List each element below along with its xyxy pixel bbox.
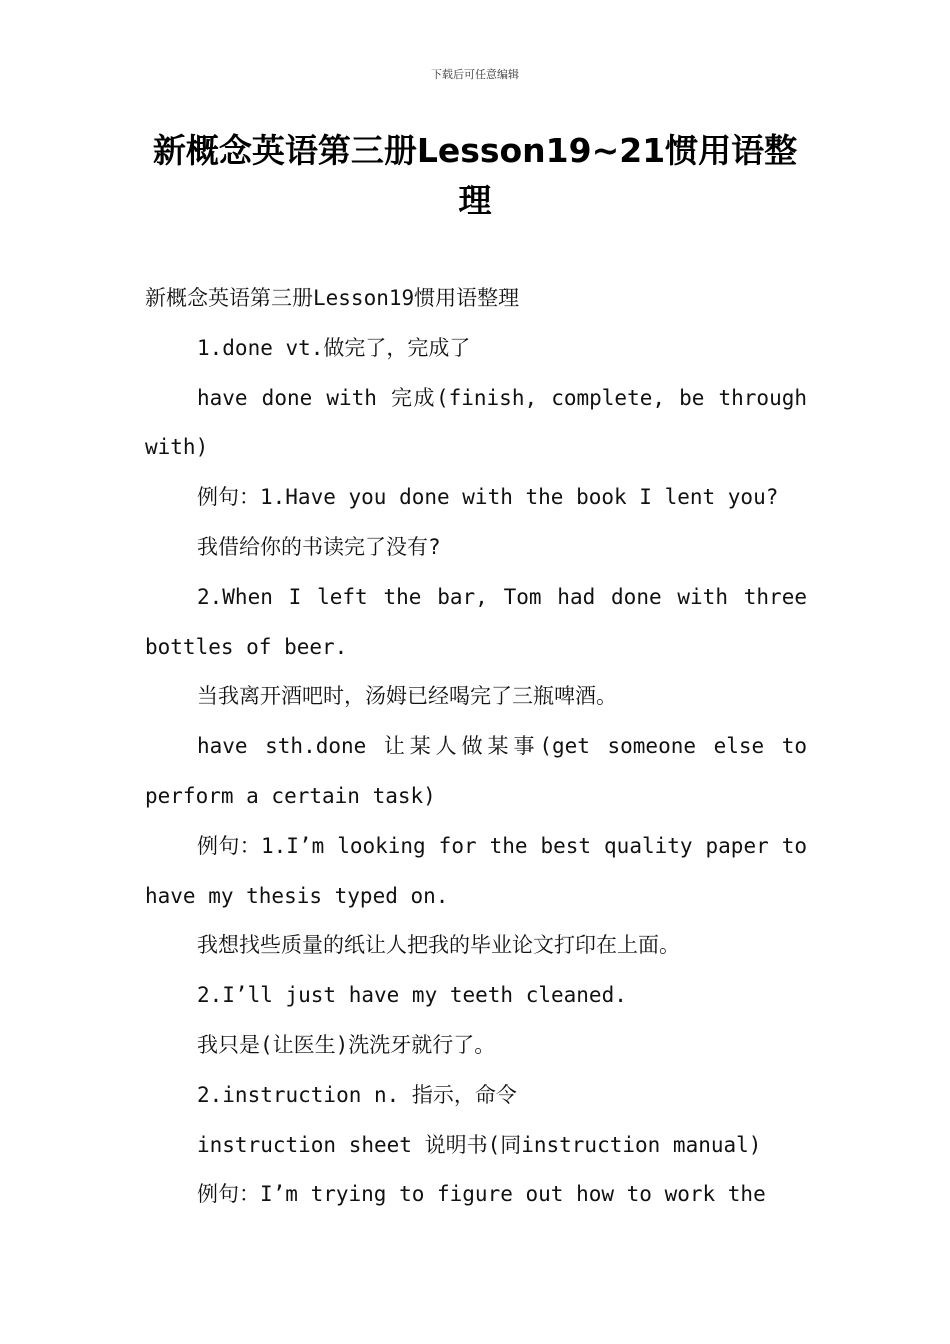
example-translation: 我想找些质量的纸让人把我的毕业论文打印在上面。 bbox=[197, 933, 680, 958]
example-sentence: 例句：1.Have you done with the book I lent you? bbox=[197, 485, 779, 510]
example-sentence: 2.When I left the bar, Tom had done with three bottles of beer. bbox=[145, 584, 807, 659]
example-translation: 当我离开酒吧时，汤姆已经喝完了三瓶啤酒。 bbox=[197, 684, 617, 709]
header-note: 下载后可任意编辑 bbox=[431, 68, 519, 81]
example-sentence: 2.I’ll just have my teeth cleaned. bbox=[197, 983, 627, 1008]
phrase-definition: have sth.done 让某人做某事(get someone else to perform a certain task) bbox=[145, 734, 807, 808]
vocab-entry: 1.done vt.做完了，完成了 bbox=[197, 335, 471, 360]
phrase-definition: instruction sheet 说明书(同instruction manual) bbox=[197, 1132, 762, 1157]
example-translation: 我只是(让医生)洗洗牙就行了。 bbox=[197, 1032, 496, 1057]
example-translation: 我借给你的书读完了没有? bbox=[197, 534, 441, 559]
section-heading: 新概念英语第三册Lesson19惯用语整理 bbox=[145, 286, 520, 310]
example-sentence: 例句：1.I’m looking for the best quality paper to have my thesis typed on. bbox=[145, 833, 807, 908]
example-sentence: 例句：I’m trying to figure out how to work the bbox=[197, 1182, 766, 1207]
vocab-entry: 2.instruction n. 指示，命令 bbox=[197, 1082, 517, 1107]
document-body bbox=[145, 274, 807, 1220]
document-title: 新概念英语第三册Lesson19~21惯用语整理 bbox=[152, 131, 798, 220]
phrase-definition: have done with 完成(finish, complete, be through with) bbox=[145, 385, 807, 460]
